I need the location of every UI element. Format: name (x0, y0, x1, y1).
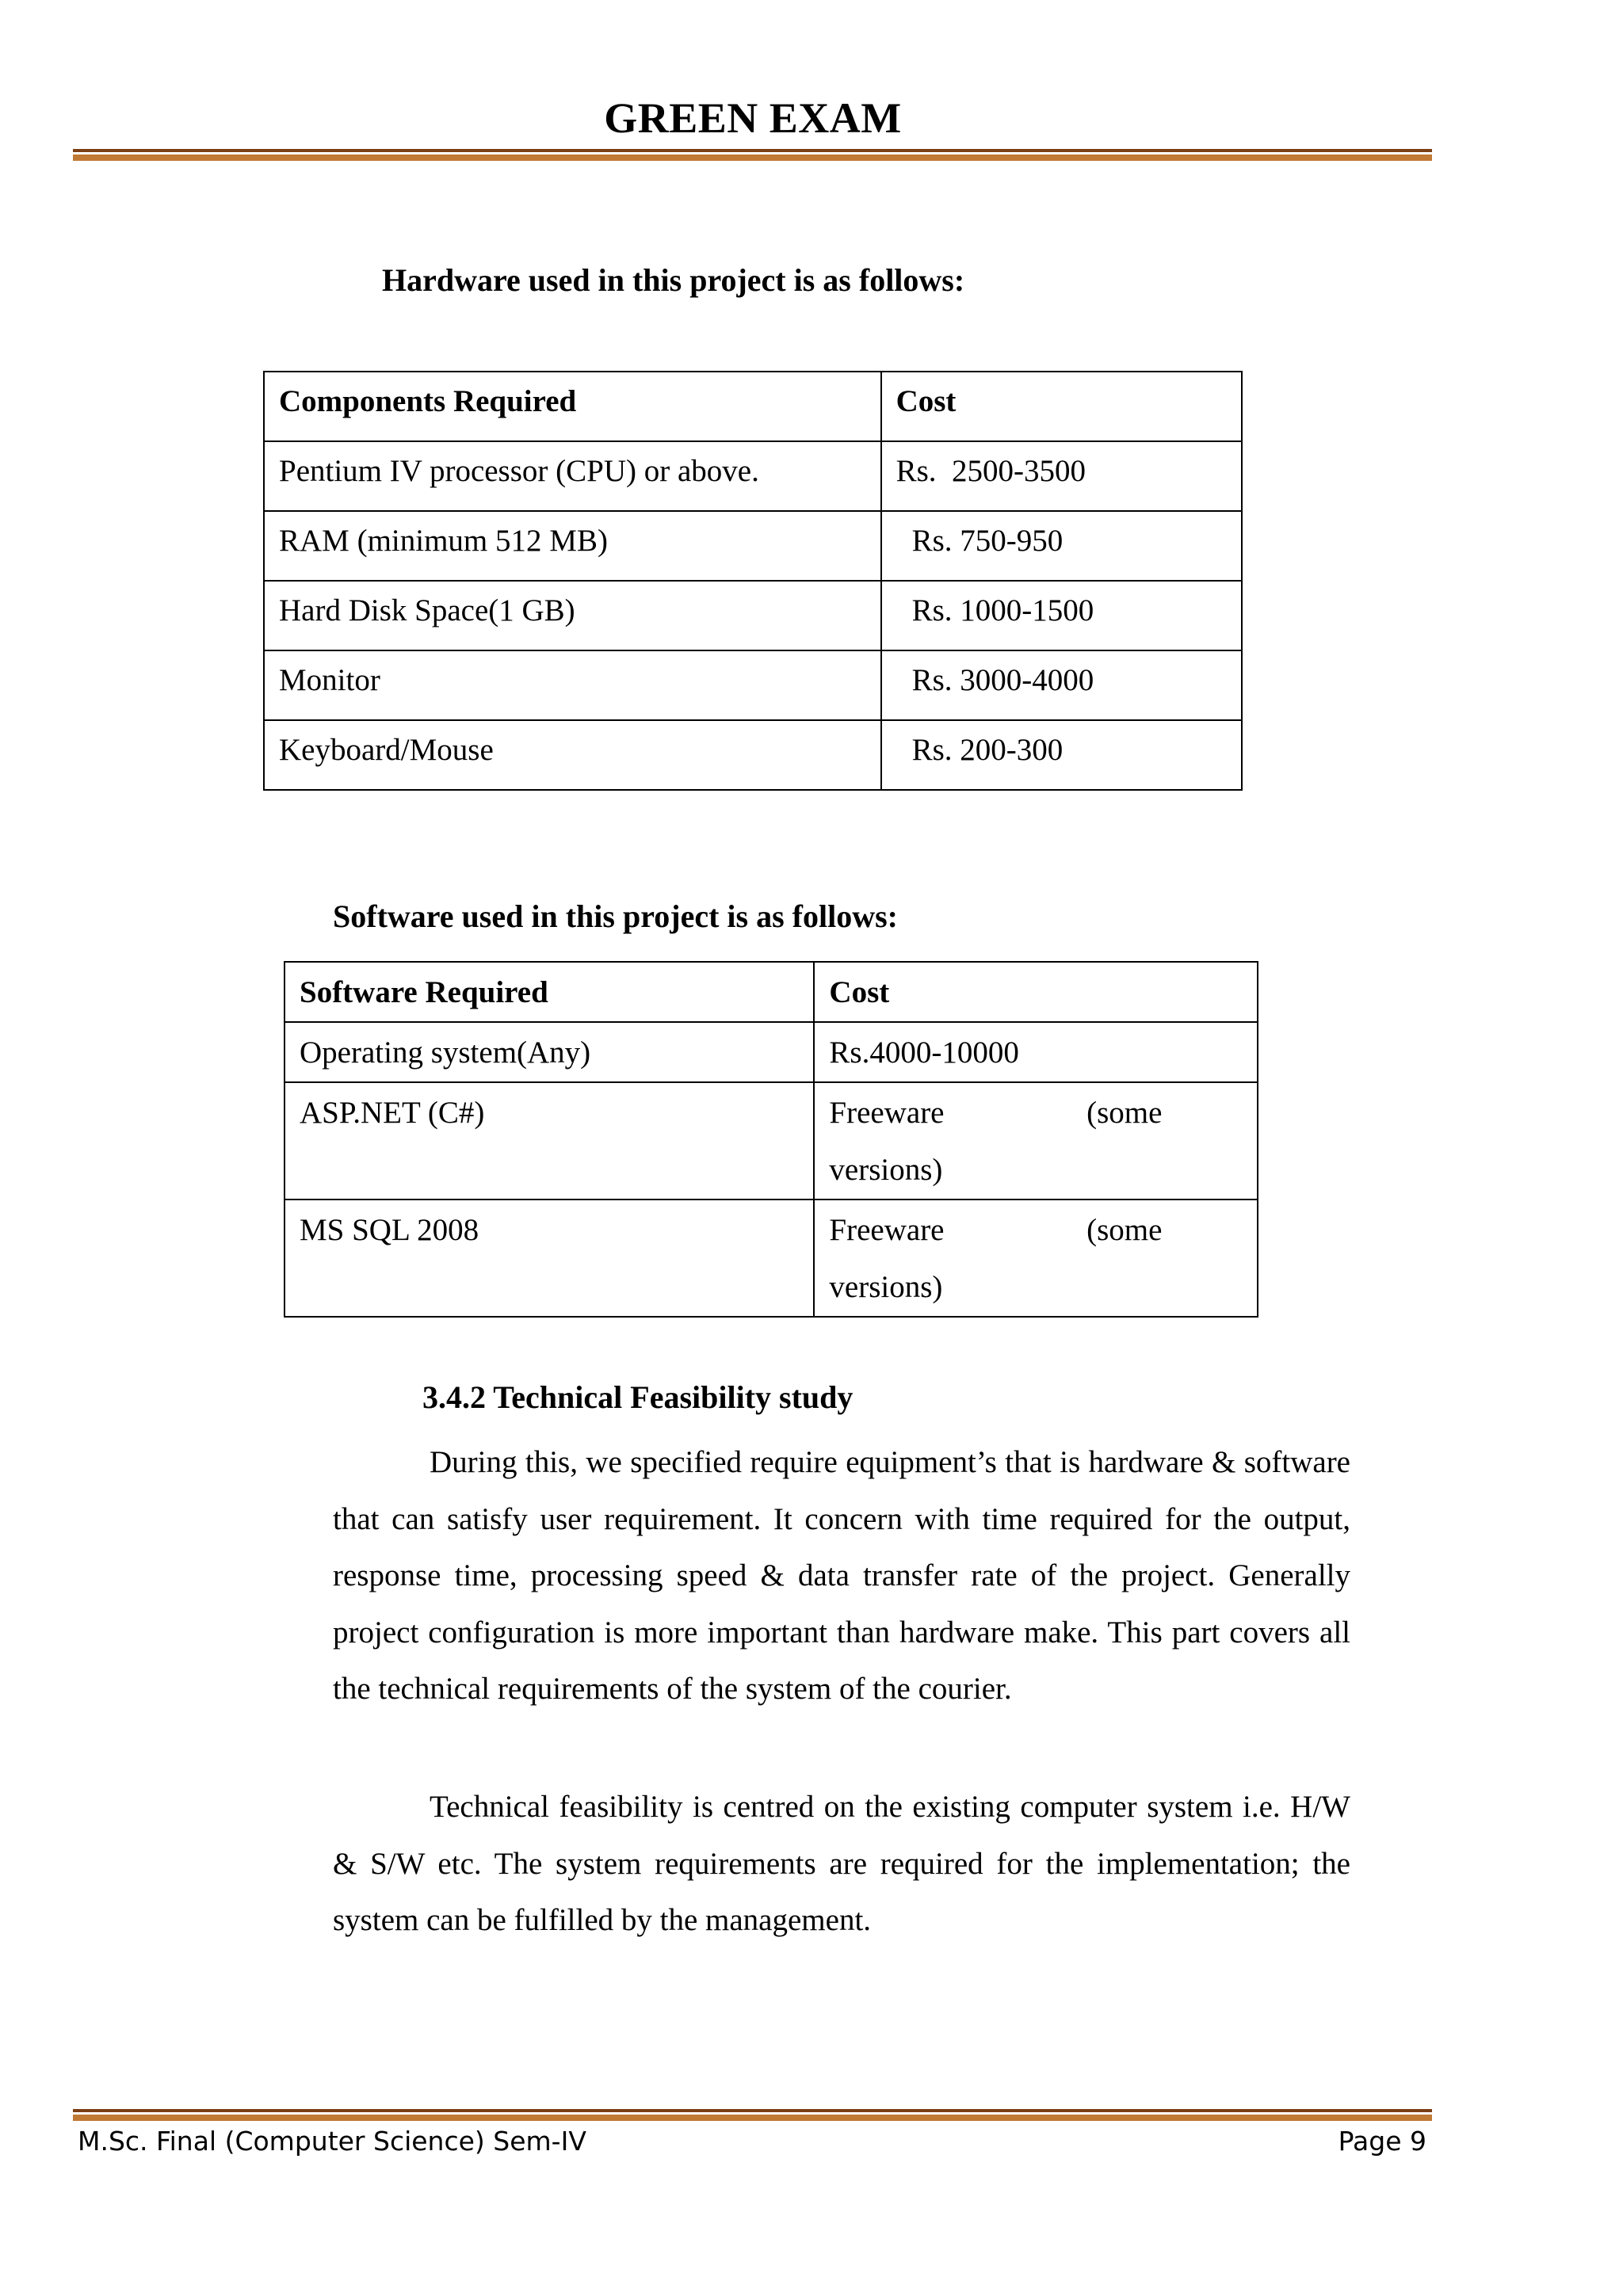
table-cell: Rs.4000-10000 (814, 1022, 1258, 1082)
hardware-table (263, 371, 1243, 791)
software-heading: Software used in this project is as follows: (333, 898, 898, 934)
table-header-cell: Components Required (264, 372, 881, 441)
section-heading: 3.4.2 Technical Feasibility study (422, 1379, 854, 1415)
cost-line: Freeware (some (829, 1213, 1163, 1247)
hardware-heading: Hardware used in this project is as follows: (382, 262, 965, 298)
table-row (264, 581, 1242, 650)
footer-rule (73, 2109, 1432, 2121)
footer-course: M.Sc. Final (Computer Science) Sem-IV (78, 2126, 586, 2157)
table-cell: Rs. 2500-3500 (881, 441, 1242, 511)
table-cell: RAM (minimum 512 MB) (264, 511, 881, 581)
table-row (285, 1082, 1258, 1199)
cost-line: Freeware (some (829, 1096, 1163, 1130)
table-cell: ASP.NET (C#) (285, 1082, 814, 1199)
table-row (285, 1199, 1258, 1317)
paragraph: Technical feasibility is centred on the existing computer system i.e. H/W & S/W etc. The system requirements are required for the implementation; the system can be fulfilled by the management. (333, 1790, 1350, 1937)
table-cell: Rs. 200-300 (881, 720, 1242, 790)
table-header-cell: Software Required (285, 962, 814, 1022)
table-header-row (285, 962, 1258, 1022)
table-cell: Hard Disk Space(1 GB) (264, 581, 881, 650)
cost-line: versions) (829, 1153, 943, 1187)
table-header-cell: Cost (814, 962, 1258, 1022)
table-cell (814, 1199, 1258, 1317)
footer-page-number: Page 9 (1338, 2126, 1426, 2157)
header-rule (73, 149, 1432, 161)
table-header-cell: Cost (881, 372, 1242, 441)
table-row (264, 720, 1242, 790)
table-row (285, 1022, 1258, 1082)
software-table (284, 961, 1258, 1318)
table-header-row (264, 372, 1242, 441)
table-cell: Monitor (264, 650, 881, 720)
table-row (264, 511, 1242, 581)
table-cell (814, 1082, 1258, 1199)
table-cell: Keyboard/Mouse (264, 720, 881, 790)
table-cell: Rs. 1000-1500 (881, 581, 1242, 650)
page-header-title: GREEN EXAM (604, 94, 902, 142)
table-row (264, 650, 1242, 720)
table-cell: MS SQL 2008 (285, 1199, 814, 1317)
table-cell: Pentium IV processor (CPU) or above. (264, 441, 881, 511)
table-cell: Operating system(Any) (285, 1022, 814, 1082)
cost-line: versions) (829, 1270, 943, 1304)
paragraph: During this, we specified require equipment’s that is hardware & software that can satisfy user requirement. It concern with time required for the output, response time, processing speed & data transfer rate of the project. Generally project configuration is more important than hardware make. This part covers all the technical requirements of the system of the courier. (333, 1445, 1350, 1706)
table-cell: Rs. 3000-4000 (881, 650, 1242, 720)
table-cell: Rs. 750-950 (881, 511, 1242, 581)
table-row (264, 441, 1242, 511)
